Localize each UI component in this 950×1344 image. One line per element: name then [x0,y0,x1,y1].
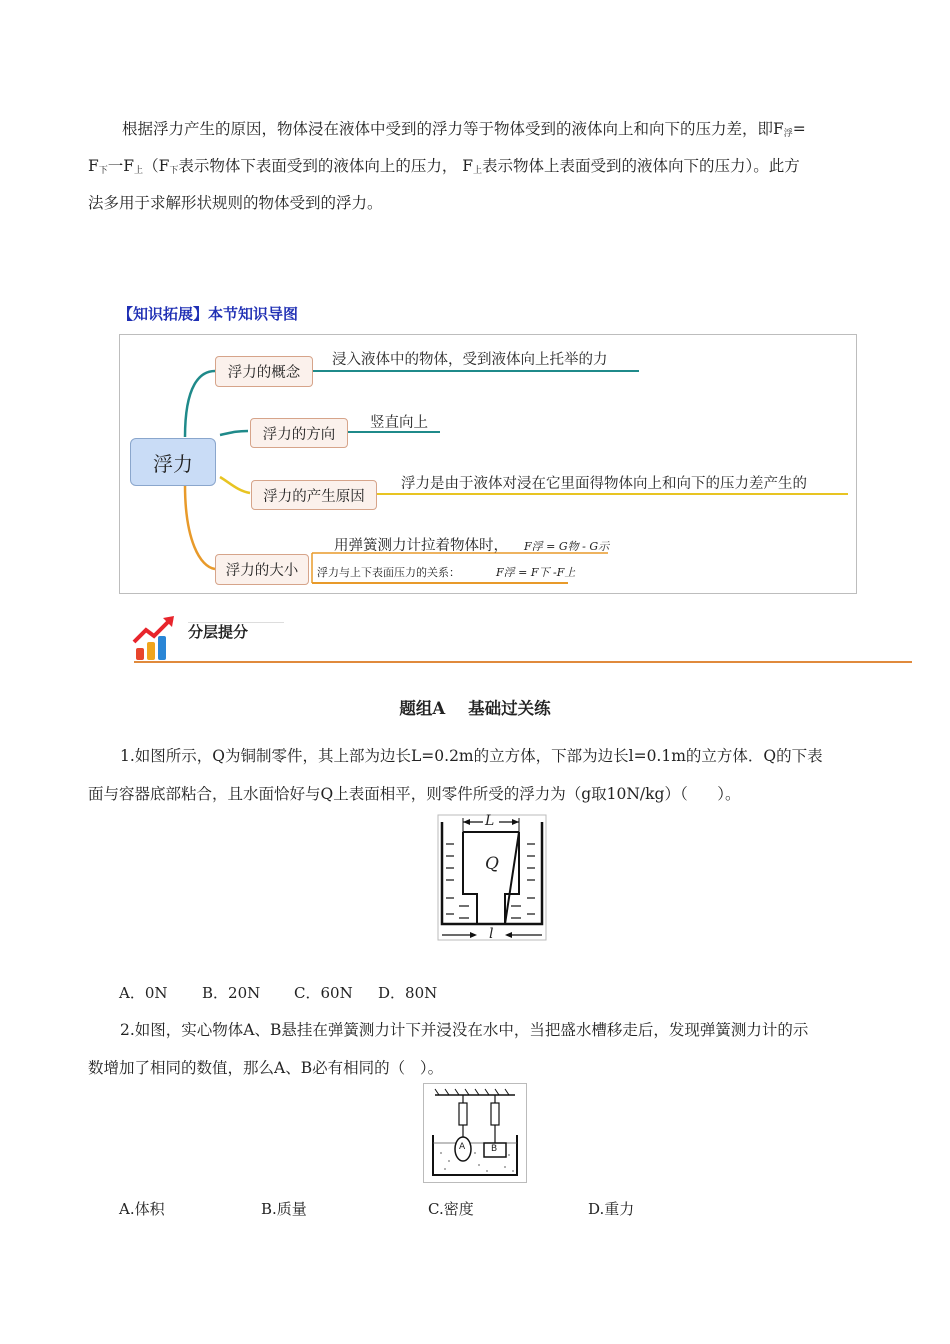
section-title-underline [188,622,284,623]
q2-line-1: 2.如图，实心物体A、B悬挂在弹簧测力计下并浸没在水中，当把盛水槽移走后，发现弹簧测力计的示 [120,1021,809,1039]
knowledge-title: 【知识拓展】本节知识导图 [118,305,299,323]
sub-xia-2: 下 [169,166,179,176]
growth-chart-icon [130,614,178,662]
section-header [130,612,912,668]
intro-line-2: $F_下$一$F_上(F_下$表示物体下表面受到的液体向上的压力， $F_上$表示物体上表面受到的液体向下的压力）。此方 [88,157,800,176]
q2-option-d: D.重力 [588,1200,635,1218]
group-title: 题组A 基础过关练 [399,699,551,718]
sub-shang-2: 上 [473,166,483,176]
q1-option-b: B．20N [202,984,261,1002]
branch-concept: 浮力的概念 [215,356,313,387]
branch-magnitude: 浮力的大小 [215,554,309,585]
intro-paragraph [88,113,868,219]
q1-figure [437,812,547,942]
section-divider [134,661,912,663]
q1-line-1: 1.如图所示，Q为铜制零件，其上部为边长L=0.2m的立方体，下部为边长l=0.1m的立方体．Q的下表 [120,747,823,765]
mind-map [119,334,857,594]
intro-line-3: 法多用于求解形状规则的物体受到的浮力。 [88,194,383,212]
q2-option-c: C.密度 [428,1200,474,1218]
q2-figure-label-A: A [459,1142,466,1152]
q1-option-c: C．60N [294,984,353,1002]
intro-line-1: 根据浮力产生的原因，物体浸在液体中受到的浮力等于物体受到的液体向上和向下的压力差，即$F_浮=$ [122,120,806,139]
branch-cause-text: 浮力是由于液体对浸在它里面得物体向上和向下的压力差产生的 [401,476,807,492]
q1-figure-drawing [437,812,547,942]
branch-direction: 浮力的方向 [250,418,348,448]
q1-option-a: A．0N [119,984,168,1002]
branch-direction-text: 竖直向上 [370,415,428,431]
formula-spring-scale: F浮 = G物 - G示 [524,540,610,553]
q2-figure-label-B: B [491,1144,498,1154]
question-1 [88,740,878,810]
branch-cause: 浮力的产生原因 [251,480,377,510]
q2-figure [423,1083,527,1183]
mind-map-root: 浮力 [130,438,216,486]
question-2 [88,1014,878,1084]
q1-figure-label-L: L [485,813,495,829]
q2-option-b: B.质量 [261,1200,307,1218]
section-title: 分层提分 [188,623,249,641]
q2-option-a: A.体积 [119,1200,165,1218]
formula-pressure-difference: F浮 = F下 -F上 [496,566,576,579]
q1-line-2: 面与容器底部粘合，且水面恰好与Q上表面相平，则零件所受的浮力为（g取10N/kg）（ ）。 [88,785,741,803]
branch-magnitude-subtext: 浮力与上下表面压力的关系： [317,566,460,579]
branch-concept-text: 浸入液体中的物体，受到液体向上托举的力 [332,352,608,368]
q2-figure-drawing [423,1083,527,1183]
q1-option-d: D．80N [378,984,438,1002]
branch-magnitude-text: 用弹簧测力计拉着物体时， [334,538,508,554]
q2-line-2: 数增加了相同的数值，那么A、B必有相同的（ ）。 [88,1059,444,1077]
q1-figure-label-l: l [489,926,494,942]
q1-figure-label-Q: Q [485,854,499,874]
